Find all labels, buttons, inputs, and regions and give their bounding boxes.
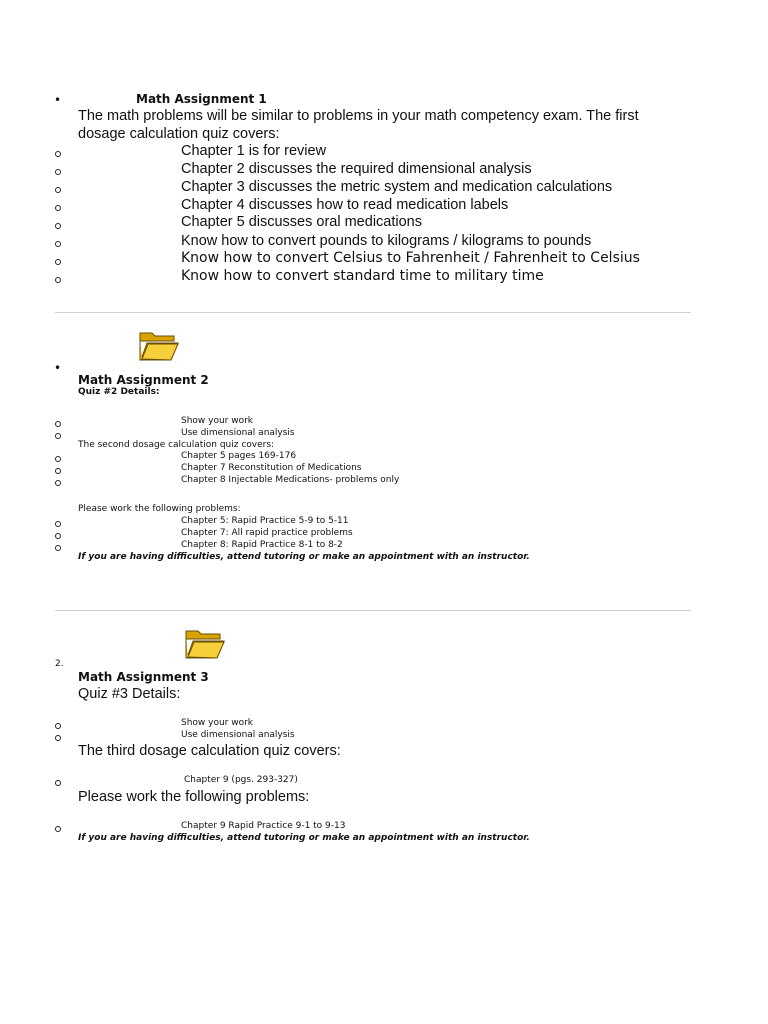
list-bullet xyxy=(55,521,61,527)
divider xyxy=(55,610,691,611)
section-title: Math Assignment 1 xyxy=(136,92,267,106)
list-bullet xyxy=(55,277,61,283)
list-bullet xyxy=(55,723,61,729)
list-item: Chapter 5 pages 169-176 xyxy=(181,451,297,461)
list-item: Use dimensional analysis xyxy=(181,428,295,438)
folder-icon[interactable] xyxy=(184,627,226,661)
list-bullet xyxy=(55,205,61,211)
list-bullet xyxy=(55,241,61,247)
intro-text: dosage calculation quiz covers: xyxy=(78,126,280,142)
list-bullet xyxy=(55,433,61,439)
list-bullet xyxy=(55,735,61,741)
list-bullet xyxy=(55,468,61,474)
list-bullet xyxy=(55,187,61,193)
list-bullet xyxy=(55,151,61,157)
list-item: Chapter 4 discusses how to read medication labels xyxy=(181,197,509,213)
warning-text: If you are having difficulties, attend tutoring or make an appointment with an instructor. xyxy=(78,552,530,562)
body-text: The third dosage calculation quiz covers: xyxy=(78,743,341,759)
body-text: Please work the following problems: xyxy=(78,789,310,805)
list-bullet: • xyxy=(54,361,62,375)
body-text: Please work the following problems: xyxy=(78,504,241,514)
list-bullet xyxy=(55,456,61,462)
list-bullet xyxy=(55,533,61,539)
folder-icon[interactable] xyxy=(138,329,180,363)
list-item: Know how to convert standard time to military time xyxy=(181,268,544,284)
intro-text: The math problems will be similar to problems in your math competency exam. The first xyxy=(78,108,639,124)
list-item: Chapter 3 discusses the metric system and medication calculations xyxy=(181,179,613,195)
list-number: 2. xyxy=(55,659,64,669)
list-bullet xyxy=(55,421,61,427)
list-item: Know how to convert pounds to kilograms / kilograms to pounds xyxy=(181,233,592,249)
list-item: Chapter 5: Rapid Practice 5-9 to 5-11 xyxy=(181,516,349,526)
list-item: Chapter 9 (pgs. 293-327) xyxy=(184,775,298,785)
list-item: Chapter 7 Reconstitution of Medications xyxy=(181,463,362,473)
section-subtitle: Quiz #2 Details: xyxy=(78,387,160,397)
list-bullet xyxy=(55,169,61,175)
list-bullet xyxy=(55,826,61,832)
list-item: Chapter 5 discusses oral medications xyxy=(181,214,422,230)
list-item: Chapter 1 is for review xyxy=(181,143,327,159)
list-item: Know how to convert Celsius to Fahrenheit / Fahrenheit to Celsius xyxy=(181,250,640,266)
list-bullet xyxy=(55,259,61,265)
list-bullet xyxy=(55,780,61,786)
list-item: Chapter 8: Rapid Practice 8-1 to 8-2 xyxy=(181,540,343,550)
warning-text: If you are having difficulties, attend tutoring or make an appointment with an instructor. xyxy=(78,833,530,843)
list-bullet xyxy=(55,480,61,486)
list-item: Chapter 8 Injectable Medications- problems only xyxy=(181,475,400,485)
list-item: Use dimensional analysis xyxy=(181,730,295,740)
section-title: Math Assignment 2 xyxy=(78,373,209,387)
list-item: Show your work xyxy=(181,416,254,426)
section-subtitle: Quiz #3 Details: xyxy=(78,686,181,702)
body-text: The second dosage calculation quiz covers: xyxy=(78,440,275,450)
list-item: Chapter 7: All rapid practice problems xyxy=(181,528,353,538)
divider xyxy=(55,312,691,313)
list-bullet: • xyxy=(54,93,62,107)
list-bullet xyxy=(55,545,61,551)
list-bullet xyxy=(55,223,61,229)
list-item: Show your work xyxy=(181,718,254,728)
list-item: Chapter 2 discusses the required dimensional analysis xyxy=(181,161,532,177)
list-item: Chapter 9 Rapid Practice 9-1 to 9-13 xyxy=(181,821,346,831)
section-title: Math Assignment 3 xyxy=(78,670,209,684)
